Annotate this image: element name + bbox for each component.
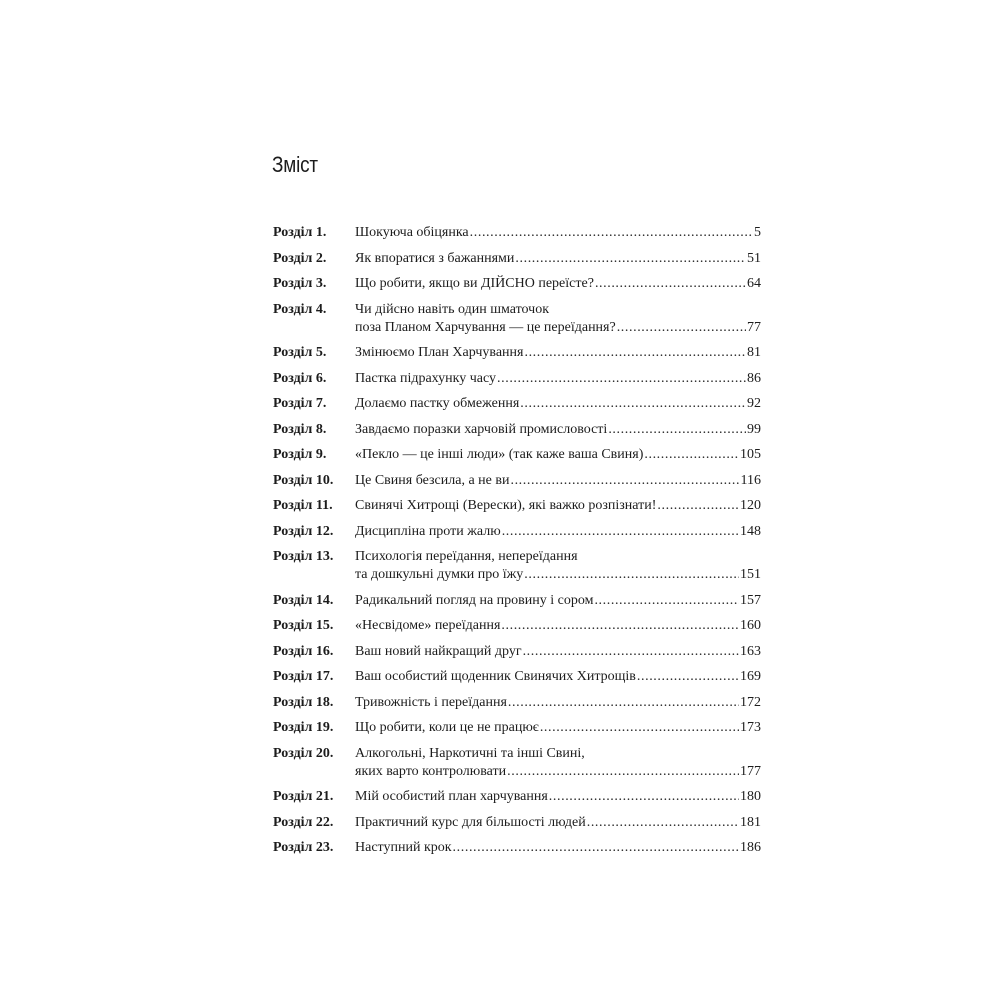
chapter-title-block [355,745,761,781]
chapter-title: Свинячі Хитрощі (Верески), які важко розпізнати! [355,498,657,513]
chapter-number: Розділ 23. [273,840,334,855]
chapter-title-row [355,592,761,610]
chapter-title: Це Свиня безсила, а не ви [355,472,510,488]
page-number: 105 [740,447,761,462]
chapter-title-row [355,617,761,635]
chapter-title: Дисципліна проти жалю [355,523,501,539]
chapter-number: Розділ 13. [273,549,334,564]
chapter-title-row [355,497,761,515]
dot-leader [510,472,739,490]
toc-entry [273,275,761,293]
toc-entry [273,446,761,464]
chapter-title: Що робити, якщо ви ДІЙСНО переїсте? [355,276,594,291]
chapter-title-block [355,668,761,686]
chapter-title: Долаємо пастку обмеження [355,396,520,411]
page-number: 186 [740,840,761,855]
toc-entry [273,523,761,541]
toc-entry [273,788,761,806]
table-of-contents [273,224,761,865]
chapter-number: Розділ 8. [273,421,327,437]
page-number: 51 [747,250,761,266]
toc-entry [273,472,761,490]
dot-leader [587,814,739,832]
dot-leader [470,224,753,242]
dot-leader [549,788,739,806]
page-number: 5 [754,225,761,240]
chapter-title-line: Алкогольні, Наркотичні та інші Свині, [355,745,585,761]
dot-leader [540,719,739,737]
dot-leader [508,694,739,712]
chapter-title-block [355,344,761,362]
chapter-title: Що робити, коли це не працює [355,720,539,735]
chapter-title: Мій особистий план харчування [355,789,548,804]
page-number: 148 [740,523,761,539]
dot-leader [657,497,739,515]
chapter-title-row [355,275,761,293]
toc-entry [273,548,761,584]
chapter-number: Розділ 17. [273,669,334,684]
chapter-number: Розділ 18. [273,694,334,710]
page-number: 81 [747,345,761,360]
chapter-title-block [355,395,761,413]
chapter-title: Ваш особистий щоденник Свинячих Хитрощів [355,669,636,684]
chapter-title-row [355,814,761,832]
chapter-number: Розділ 19. [273,720,334,735]
chapter-title-row [355,523,761,541]
chapter-title: Практичний курс для більшості людей [355,814,586,830]
chapter-title-row [355,694,761,712]
page-number: 86 [747,370,761,386]
page-number: 180 [740,789,761,804]
dot-leader [501,617,739,635]
chapter-title-block [355,523,761,541]
chapter-title-block [355,643,761,661]
dot-leader [502,523,739,541]
page-number: 64 [747,276,761,291]
chapter-title-block [355,497,761,515]
chapter-title: Шокуюча обіцянка [355,225,469,240]
chapter-title-block [355,421,761,439]
toc-entry [273,745,761,781]
dot-leader [453,839,739,857]
chapter-title-row [355,421,761,439]
chapter-title-row [355,446,761,464]
chapter-title-line: Психологія переїдання, непереїдання [355,549,578,564]
dot-leader [524,566,739,584]
chapter-title-row [355,566,761,584]
chapter-number: Розділ 2. [273,250,327,266]
chapter-title-row [355,788,761,806]
chapter-title-block [355,275,761,293]
chapter-title: Ваш новий найкращий друг [355,643,522,659]
toc-entry [273,370,761,388]
chapter-title-block [355,250,761,268]
chapter-number: Розділ 10. [273,472,334,488]
dot-leader [595,275,746,293]
dot-leader [644,446,739,464]
chapter-title-block [355,694,761,712]
chapter-title-row [355,319,761,337]
page-number: 157 [740,592,761,608]
chapter-title-line: Чи дійсно навіть один шматочок [355,301,550,317]
dot-leader [515,250,746,268]
page-number: 169 [740,669,761,684]
toc-entry [273,719,761,737]
chapter-title: «Несвідоме» переїдання [355,618,501,633]
chapter-number: Розділ 15. [273,618,334,633]
chapter-number: Розділ 22. [273,814,334,830]
page-number: 151 [740,567,761,582]
dot-leader [608,421,746,439]
chapter-title-row [355,370,761,388]
chapter-title-row [355,395,761,413]
chapter-title-row [355,643,761,661]
chapter-title-block [355,548,761,584]
toc-entry [273,344,761,362]
page-number: 177 [740,763,761,779]
chapter-title-block [355,224,761,242]
chapter-title: та дошкульні думки про їжу [355,567,524,582]
chapter-title-block [355,370,761,388]
toc-entry [273,224,761,242]
chapter-title-row [355,839,761,857]
page-number: 173 [740,720,761,735]
chapter-title-row [355,250,761,268]
chapter-title-row [355,344,761,362]
toc-entry [273,497,761,515]
chapter-title-block [355,446,761,464]
toc-entry [273,814,761,832]
page-title: Зміст [272,152,318,177]
dot-leader [524,344,746,362]
chapter-title: «Пекло — це інші люди» (так каже ваша Свиня) [355,447,644,462]
chapter-number: Розділ 7. [273,396,327,411]
chapter-number: Розділ 12. [273,523,334,539]
chapter-title-row [355,668,761,686]
dot-leader [507,763,739,781]
chapter-title-block [355,814,761,832]
chapter-title-block [355,839,761,857]
chapter-title: яких варто контролювати [355,763,507,779]
chapter-title: Як впоратися з бажаннями [355,250,515,266]
dot-leader [617,319,746,337]
page-number: 120 [740,498,761,513]
chapter-number: Розділ 11. [273,498,333,513]
toc-entry [273,301,761,337]
dot-leader [637,668,739,686]
page-number: 163 [740,643,761,659]
dot-leader [497,370,746,388]
page-number: 92 [747,396,761,411]
chapter-title-block [355,472,761,490]
chapter-title: Тривожність і переїдання [355,694,507,710]
chapter-title-block [355,788,761,806]
chapter-title: Наступний крок [355,840,452,855]
chapter-number: Розділ 16. [273,643,334,659]
toc-entry [273,617,761,635]
toc-entry [273,250,761,268]
toc-entry [273,668,761,686]
chapter-title: Радикальний погляд на провину і сором [355,592,594,608]
toc-entry [273,421,761,439]
page-number: 172 [740,694,761,710]
toc-entry [273,592,761,610]
chapter-number: Розділ 4. [273,301,327,317]
chapter-title: Змінюємо План Харчування [355,345,524,360]
chapter-number: Розділ 6. [273,370,327,386]
toc-entry [273,643,761,661]
chapter-number: Розділ 1. [273,225,327,240]
toc-entry [273,395,761,413]
chapter-title-block [355,301,761,337]
chapter-title-block [355,592,761,610]
chapter-number: Розділ 20. [273,745,334,761]
chapter-title: Завдаємо поразки харчовій промисловості [355,421,608,437]
chapter-title-block [355,719,761,737]
page-number: 181 [740,814,761,830]
chapter-title-row [355,224,761,242]
dot-leader [594,592,739,610]
chapter-title: поза Планом Харчування — це переїдання? [355,319,616,335]
chapter-number: Розділ 21. [273,789,334,804]
page-number: 77 [747,319,761,335]
chapter-number: Розділ 3. [273,276,327,291]
toc-entry [273,694,761,712]
page-number: 160 [740,618,761,633]
page-number: 116 [740,472,761,488]
chapter-title: Пастка підрахунку часу [355,370,497,386]
page-number: 99 [747,421,761,437]
chapter-number: Розділ 9. [273,447,327,462]
dot-leader [520,395,746,413]
chapter-number: Розділ 14. [273,592,334,608]
toc-entry [273,839,761,857]
dot-leader [523,643,739,661]
chapter-title-block [355,617,761,635]
chapter-title-row [355,472,761,490]
chapter-title-row [355,763,761,781]
chapter-title-row [355,719,761,737]
chapter-number: Розділ 5. [273,345,327,360]
